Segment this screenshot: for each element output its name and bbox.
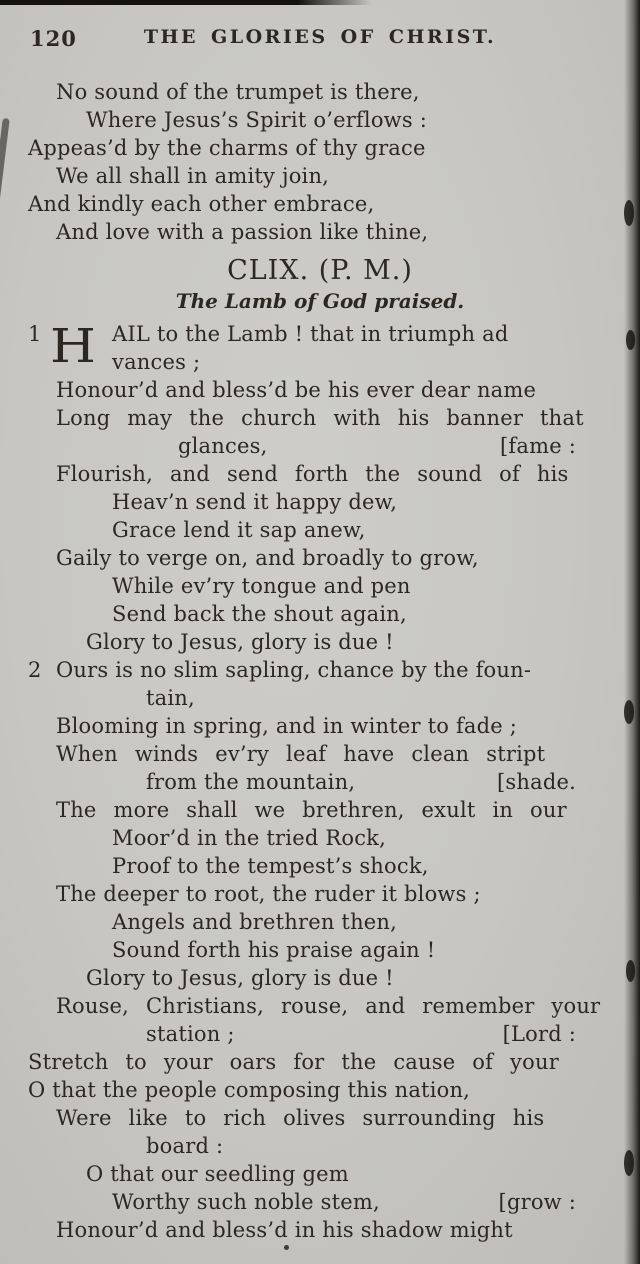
catchword: [grow : (498, 1190, 576, 1214)
verse-line-text: The more shall we brethren, exult in our (56, 798, 567, 822)
verse-line (0, 572, 640, 600)
verse-line-text: vances ; (112, 350, 201, 374)
verse-line (0, 908, 640, 936)
verse-line (0, 190, 640, 218)
verse-line (0, 852, 640, 880)
verse-line (0, 880, 640, 908)
verse-line-text: Appeas’d by the charms of thy grace (28, 136, 426, 160)
verse-line-text: Honour’d and bless’d be his ever dear name (56, 378, 537, 402)
verse-line (0, 1188, 640, 1216)
hymn-subtitle: The Lamb of God praised. (175, 289, 465, 313)
verse-line (0, 460, 640, 488)
verse-line (0, 544, 640, 572)
verse-line (0, 1076, 640, 1104)
verse-line (0, 824, 640, 852)
verse-line-text: While ev’ry tongue and pen (112, 574, 411, 598)
verse-line-text: O that our seedling gem (86, 1162, 349, 1186)
verse-line (0, 796, 640, 824)
verse-line-text: O that the people composing this nation, (28, 1078, 471, 1102)
verse-line (0, 78, 640, 106)
verse-line-text: Long may the church with his banner that (56, 406, 584, 430)
verse-line (0, 740, 640, 768)
verse-line (0, 992, 640, 1020)
verse-line-text: AIL to the Lamb ! that in triumph ad (112, 322, 509, 346)
verse-line (0, 656, 640, 684)
verse-line (0, 1020, 640, 1048)
verse-line (0, 1104, 640, 1132)
verse-line-text: When winds ev’ry leaf have clean stript (56, 742, 546, 766)
verse-line (0, 516, 640, 544)
catchword: [shade. (497, 770, 576, 794)
verse-line-text: Flourish, and send forth the sound of his (56, 462, 569, 486)
verse-line-text: Where Jesus’s Spirit o’erflows : (86, 108, 427, 132)
verse-line (0, 628, 640, 656)
drop-cap-letter: H (50, 319, 97, 374)
verse-line (0, 376, 640, 404)
verse-line-text: And kindly each other embrace, (28, 192, 375, 216)
verse-line-text: from the mountain, (146, 770, 356, 794)
verse-line-text: Send back the shout again, (112, 602, 407, 626)
verse-line (0, 1048, 640, 1076)
hymn-number-heading: CLIX. (P. M.) (227, 255, 413, 286)
verse-line-text: Proof to the tempest’s shock, (112, 854, 429, 878)
verse-line-text: Blooming in spring, and in winter to fade ; (56, 714, 518, 738)
verse-line-text: glances, (178, 434, 268, 458)
verse-number: 1 (28, 322, 42, 346)
verse-line (0, 162, 640, 190)
verse-line-text: Worthy such noble stem, (112, 1190, 380, 1214)
verse-line (0, 1132, 640, 1160)
verse-line-text: tain, (146, 686, 195, 710)
verse-line (0, 1216, 640, 1244)
verse-line (0, 432, 640, 460)
verse-line-text: Rouse, Christians, rouse, and remember your (56, 994, 601, 1018)
verse-line-text: board : (146, 1134, 224, 1158)
verse-line (0, 404, 640, 432)
catchword: [Lord : (502, 1022, 576, 1046)
verse-line-text: Glory to Jesus, glory is due ! (86, 630, 394, 654)
scan-artifact-dot (284, 1245, 289, 1250)
verse-line-text: Heav’n send it happy dew, (112, 490, 398, 514)
catchword: [fame : (500, 434, 576, 458)
verse-line (0, 768, 640, 796)
verse-line-text: Grace lend it sap anew, (112, 518, 366, 542)
verse-line (0, 964, 640, 992)
verse-line (0, 936, 640, 964)
verse-line-text: Ours is no slim sapling, chance by the foun- (56, 658, 532, 682)
verse-line-text: And love with a passion like thine, (56, 220, 429, 244)
verse-line-text: Moor’d in the tried Rock, (112, 826, 386, 850)
verse-line-text: Gaily to verge on, and broadly to grow, (56, 546, 479, 570)
verse-line (0, 348, 640, 376)
verse-line (0, 712, 640, 740)
running-title: THE GLORIES OF CHRIST. (143, 26, 497, 48)
verse-line-text: Angels and brethren then, (112, 910, 398, 934)
verse-line (0, 218, 640, 246)
verse-line-text: Honour’d and bless’d in his shadow might (56, 1218, 513, 1242)
verse-line (0, 684, 640, 712)
verse-line (0, 488, 640, 516)
verse-line (0, 134, 640, 162)
verse-line-text: Were like to rich olives surrounding his (56, 1106, 545, 1130)
previous-hymn-lines (0, 60, 640, 246)
verse-number: 2 (28, 658, 42, 682)
verse-line-text: station ; (146, 1022, 235, 1046)
verse-line (0, 600, 640, 628)
verse-line-text: Glory to Jesus, glory is due ! (86, 966, 394, 990)
page-header (0, 0, 640, 60)
verse-line-text: The deeper to root, the ruder it blows ; (56, 882, 481, 906)
verse-line-text: We all shall in amity join, (56, 164, 330, 188)
verse-line-text: Sound forth his praise again ! (112, 938, 436, 962)
verse-line-text: No sound of the trumpet is there, (56, 80, 420, 104)
verse-line (0, 1160, 640, 1188)
page-number: 120 (30, 26, 77, 51)
verse-line (0, 106, 640, 134)
verse-line-text: Stretch to your oars for the cause of your (28, 1050, 559, 1074)
hymn-lines (0, 320, 640, 1244)
